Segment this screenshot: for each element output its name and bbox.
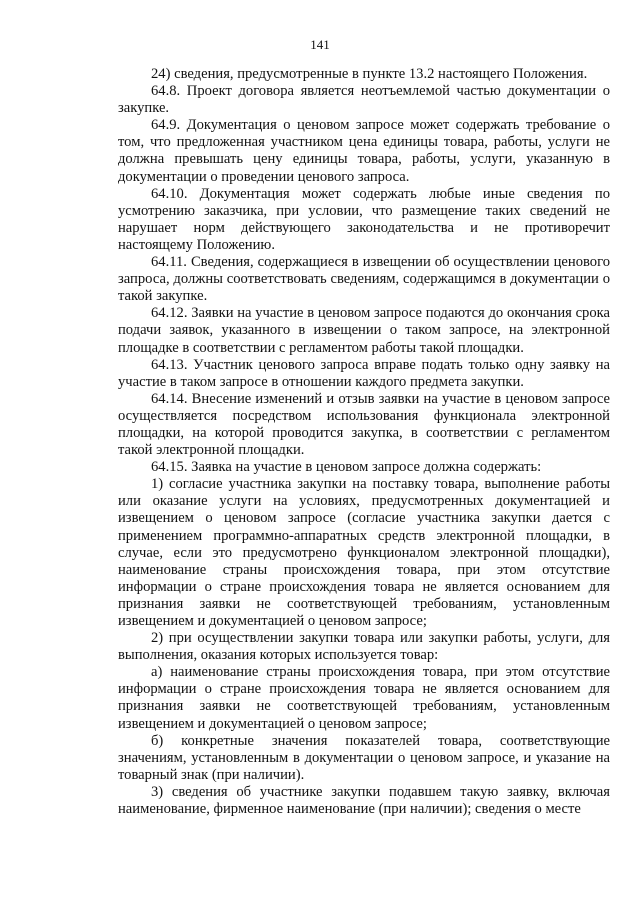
sub-item-b: б) конкретные значения показателей товара, соответствующие значениям, установленным в документации о ценовом запросе, и указание на товарный знак (при наличии). bbox=[118, 732, 610, 783]
paragraph-64-9: 64.9. Документация о ценовом запросе может содержать требование о том, что предложенная участником цена единицы товара, работы, услуги не должна превышать цену единицы товара, работы, услуги, указанную в документации о проведении ценового запроса. bbox=[118, 117, 610, 185]
paragraph-64-13: 64.13. Участник ценового запроса вправе подать только одну заявку на участие в таком запросе в отношении каждого предмета закупки. bbox=[118, 356, 610, 390]
list-item-1: 1) согласие участника закупки на поставку товара, выполнение работы или оказание услуги на условиях, предусмотренных документацией и извещением о ценовом запросе (согласие участника закупки дается с применением программно-аппаратных средств электронной площадки, в случае, если это предусмотрено функционалом электронной площадки), наименование страны происхождения товара, при этом отсутствие информации о стране происхождения товара не является основанием для признания заявки не соответствующей требованиям, установленным извещением и документацией о ценовом запросе; bbox=[118, 476, 610, 629]
paragraph-64-10: 64.10. Документация может содержать любые иные сведения по усмотрению заказчика, при условии, что размещение таких сведений не нарушает норм действующего законодательства и не противоречит настоящему Положению. bbox=[118, 185, 610, 253]
paragraph-64-11: 64.11. Сведения, содержащиеся в извещении об осуществлении ценового запроса, должны соответствовать сведениям, содержащимся в документации о такой закупке. bbox=[118, 254, 610, 305]
paragraph-64-12: 64.12. Заявки на участие в ценовом запросе подаются до окончания срока подачи заявок, указанного в извещении о таком запросе, на электронной площадке в соответствии с регламентом работы такой площадки. bbox=[118, 305, 610, 356]
list-item-2: 2) при осуществлении закупки товара или закупки работы, услуги, для выполнения, оказания которых используется товар: bbox=[118, 630, 610, 664]
sub-item-a: а) наименование страны происхождения товара, при этом отсутствие информации о стране происхождения товара не является основанием для признания заявки не соответствующей требованиям, установленным извещением и документацией о ценовом запросе; bbox=[118, 664, 610, 732]
body-text bbox=[118, 66, 610, 818]
paragraph-64-8: 64.8. Проект договора является неотъемлемой частью документации о закупке. bbox=[118, 83, 610, 117]
page-number: 141 bbox=[310, 37, 330, 52]
paragraph-64-15: 64.15. Заявка на участие в ценовом запросе должна содержать: bbox=[151, 459, 542, 476]
paragraph-item-24: 24) сведения, предусмотренные в пункте 13.2 настоящего Положения. bbox=[151, 66, 588, 82]
paragraph-64-14: 64.14. Внесение изменений и отзыв заявки на участие в ценовом запросе осуществляется посредством использования функционала электронной площадки, на которой проводится закупка, в соответствии с регламентом такой электронной площадки. bbox=[118, 390, 610, 459]
list-item-3: 3) сведения об участнике закупки подавшем такую заявку, включая наименование, фирменное наименование (при наличии); сведения о месте bbox=[118, 783, 610, 818]
